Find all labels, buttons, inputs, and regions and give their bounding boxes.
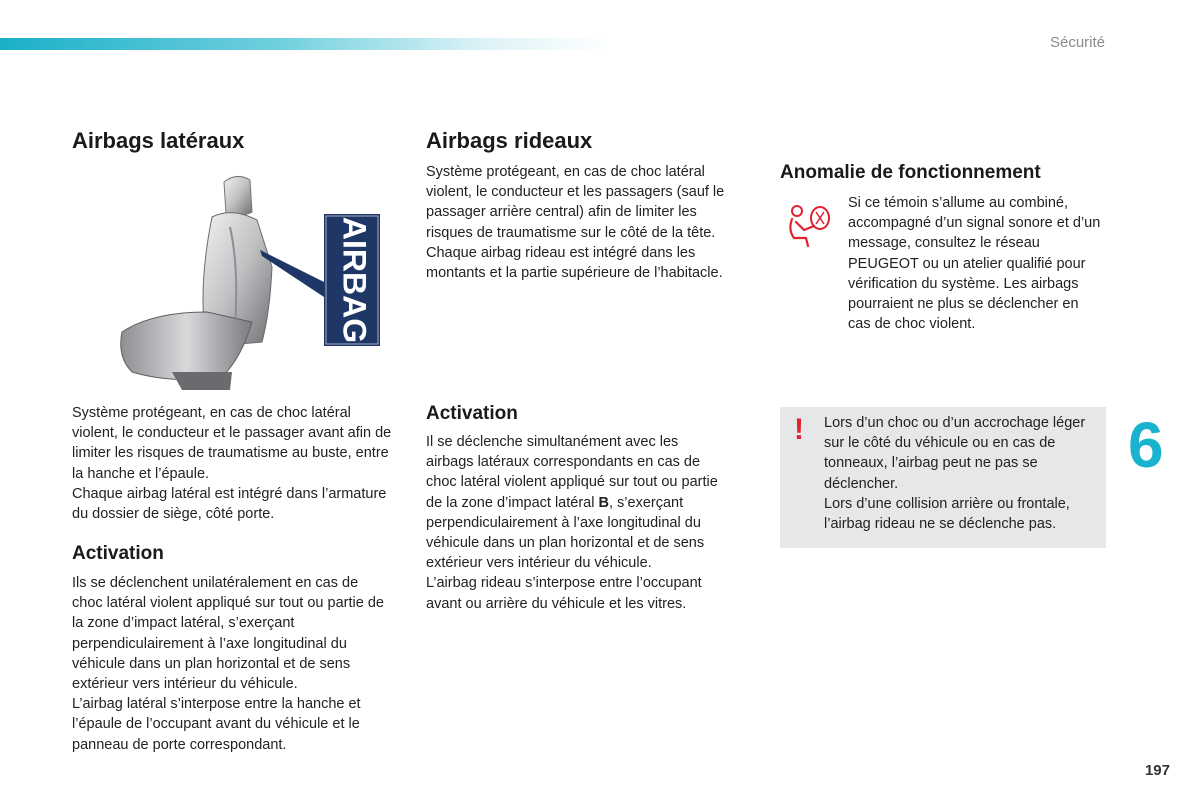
warning-paragraph: Lors d’une collision arrière ou frontale, l’airbag rideau ne se déclenche pas.: [824, 495, 1070, 533]
header-accent-bar: [0, 38, 610, 50]
curtain-activation-text-part: Il se déclenche simultanément avec les airbags latéraux correspondants en cas de choc latéral violent appliqué sur tout ou partie de la zone d’impact latéral: [426, 434, 718, 511]
exclamation-icon: !: [794, 413, 804, 446]
warning-paragraph: Lors d’un choc ou d’un accrochage léger sur le côté du véhicule ou en cas de tonneaux, l’airbag peut ne pas se déclencher.: [824, 415, 1086, 492]
curtain-airbags-title: Airbags rideaux: [426, 128, 593, 153]
section-title: Sécurité: [1049, 34, 1105, 51]
side-activation-text: [72, 573, 384, 755]
warning-box: [780, 407, 1106, 548]
side-activation-paragraph: L’airbag latéral s’interpose entre la hanche et l’épaule de l’occupant avant du véhicule et le panneau de porte correspondant.: [72, 696, 361, 753]
curtain-activation-text: [426, 432, 726, 614]
curtain-activation-title: Activation: [426, 403, 518, 424]
seat-airbag-illustration: [112, 172, 384, 392]
side-activation-paragraph: Ils se déclenchent unilatéralement en cas de choc latéral violent appliqué sur tout ou partie de la zone d’impact latéral, s’exerçant perpendiculairement à l’axe longitudinal du véhicule dans un plan horizontal et de sens extérieur vers intérieur du véhicule.: [72, 575, 384, 693]
curtain-airbags-paragraph: Système protégeant, en cas de choc latéral violent, le conducteur et les passagers (sauf le passager arrière central) afin de limiter les risques de traumatisme sur le côté de la tête.: [426, 164, 725, 241]
airbag-label-text: AIRBAG: [336, 216, 373, 344]
side-activation-title: Activation: [72, 543, 164, 564]
malfunction-title: Anomalie de fonctionnement: [780, 162, 1041, 183]
side-airbags-description: [72, 403, 392, 524]
curtain-activation-paragraph: L’airbag rideau s’interpose entre l’occupant avant ou arrière du véhicule et les vitres.: [426, 575, 702, 612]
side-airbags-paragraph: Système protégeant, en cas de choc latéral violent, le conducteur et le passager avant afin de limiter les risques de traumatisme au buste, entre la hanche et l’épaule.: [72, 405, 392, 482]
curtain-airbags-description: [426, 162, 746, 283]
side-airbags-paragraph: Chaque airbag latéral est intégré dans l’armature du dossier de siège, côté porte.: [72, 485, 387, 523]
airbag-fault-warning-icon: [784, 202, 834, 248]
chapter-number: 6: [1128, 409, 1164, 481]
impact-zone-label: B: [598, 494, 609, 511]
warning-text: [824, 413, 1100, 534]
curtain-activation-text-part: , s’exerçant perpendiculairement à l’axe longitudinal du véhicule dans un plan horizontal et de sens extérieur vers intérieur du véhicule.: [426, 494, 705, 572]
malfunction-text: Si ce témoin s’allume au combiné, accompagné d’un signal sonore et d’un message, consultez le réseau PEUGEOT ou un atelier qualifié pour vérification du système. Les airbags pourraient ne plus se déclencher en cas de choc violent.: [848, 195, 1101, 333]
side-airbags-title: Airbags latéraux: [72, 128, 245, 153]
curtain-activation-paragraph: [426, 432, 726, 573]
page-number: 197: [1144, 762, 1170, 779]
curtain-airbags-paragraph: Chaque airbag rideau est intégré dans les montants et la partie supérieure de l’habitacle.: [426, 244, 723, 282]
